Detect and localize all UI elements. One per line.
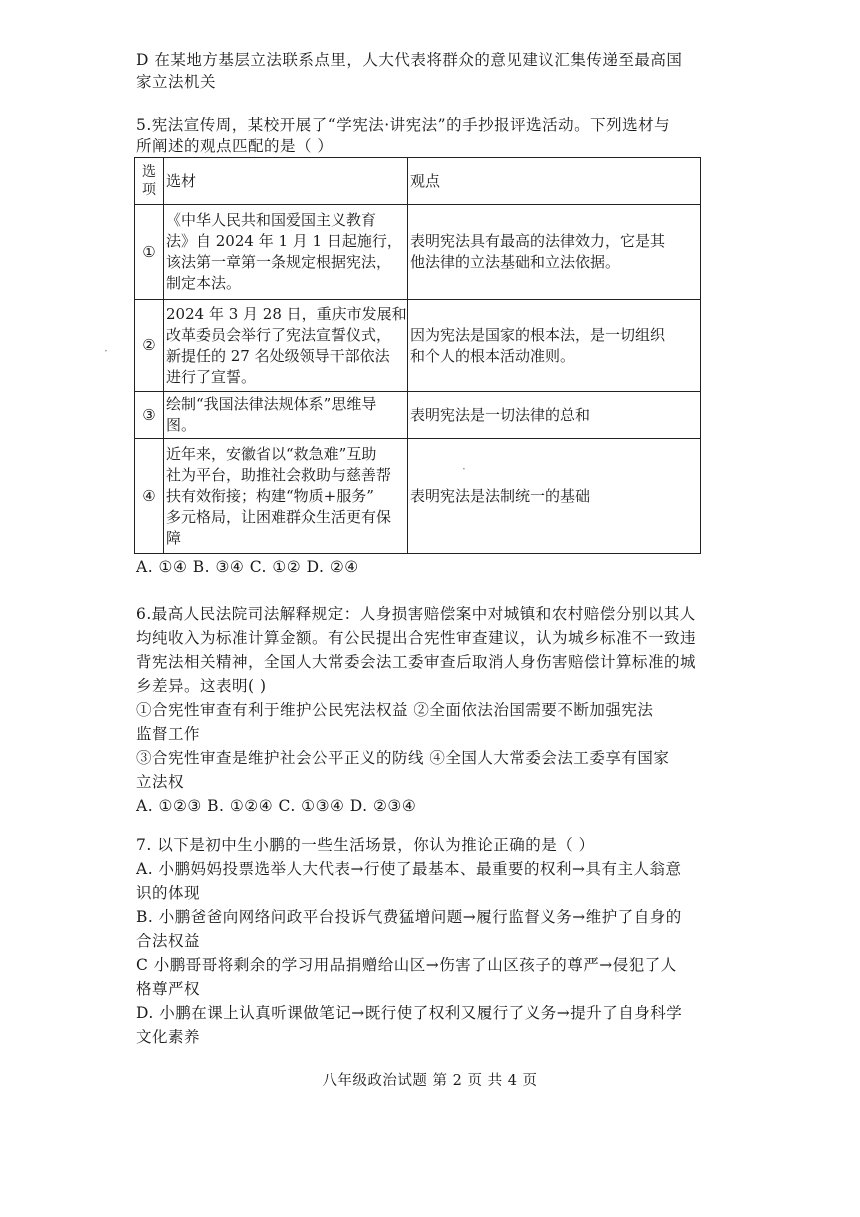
q5-row-view: 因为宪法是国家的根本法，是一切组织 和个人的根本活动准则。 [408,300,701,392]
page-footer: 八年级政治试题 第 2 页 共 4 页 [322,1073,538,1089]
q5-table-row [135,392,701,439]
q6-line: 监督工作 [136,725,201,743]
q7-line: C 小鹏哥哥将剩余的学习用品捐赠给山区→伤害了山区孩子的尊严→侵犯了人 [136,956,677,974]
scan-speck: · [462,462,466,476]
scan-speck: · [104,344,108,358]
q5-table-row [135,300,701,392]
q6-line: 乡差异。这表明( ) [136,677,267,695]
prev-option-d-line2: 家立法机关 [136,73,217,91]
q5-row-option: ① [135,205,164,300]
q6-line: 6.最高人民法院司法解释规定：人身损害赔偿案中对城镇和农村赔偿分别以其人 [136,605,696,623]
q7-line: 格尊严权 [136,980,201,998]
q7-line: 文化素养 [136,1028,201,1046]
q6-line: 背宪法相关精神，全国人大常委会法工委审查后取消人身伤害赔偿计算标准的城 [136,653,697,671]
q5-answer-options: A. ①④ B. ③④ C. ①② D. ②④ [136,558,359,576]
q7-line: 7. 以下是初中生小鹏的一些生活场景，你认为推论正确的是（ ） [136,836,595,854]
q5-table-row [135,205,701,300]
q5-table-header [135,158,701,205]
q6-line: 立法权 [136,773,185,791]
q5-row-material: 《中华人民共和国爱国主义教育 法》自 2024 年 1 月 1 日起施行， 该法第一章第一条规定根据宪法， 制定本法。 [164,205,408,300]
q5-row-view: 表明宪法是一切法律的总和 [408,392,701,439]
q5-row-material: 2024 年 3 月 28 日，重庆市发展和 改革委员会举行了宪法宣誓仪式， 新提任的 27 名处级领导干部依法 进行了宣誓。 [164,300,408,392]
q5-stem-line2: 所阐述的观点匹配的是（ ） [136,137,334,155]
q5-header-view: 观点 [408,158,701,205]
q5-row-option: ③ [135,392,164,439]
q5-header-option: 选项 [135,158,164,205]
q5-table [134,157,701,554]
q5-header-material: 选材 [164,158,408,205]
q5-row-view: 表明宪法是法制统一的基础 [408,439,701,554]
q5-row-material: 近年来，安徽省以“救急难”互助 社为平台，助推社会救助与慈善帮 扶有效衔接；构建“物质+服务” 多元格局，让困难群众生活更有保 障 [164,439,408,554]
q5-row-view: 表明宪法具有最高的法律效力，它是其 他法律的立法基础和立法依据。 [408,205,701,300]
q7-line: 识的体现 [136,884,201,902]
q7-line: A. 小鹏妈妈投票选举人大代表→行使了最基本、最重要的权利→具有主人翁意 [136,860,682,878]
q5-table-row [135,439,701,554]
q6-line: ③合宪性审查是维护社会公平正义的防线 ④全国人大常委会法工委享有国家 [136,749,670,767]
q6-line: 均纯收入为标准计算金额。有公民提出合宪性审查建议，认为城乡标准不一致违 [136,629,697,647]
q6-line: ①合宪性审查有利于维护公民宪法权益 ②全面依法治国需要不断加强宪法 [136,701,654,719]
q7-line: D. 小鹏在课上认真听课做笔记→既行使了权利又履行了义务→提升了自身科学 [136,1004,683,1022]
q5-row-option: ④ [135,439,164,554]
q5-row-material: 绘制“我国法律法规体系”思维导 图。 [164,392,408,439]
q5-stem-line1: 5.宪法宣传周，某校开展了“学宪法·讲宪法”的手抄报评选活动。下列选材与 [136,116,671,134]
q5-row-option: ② [135,300,164,392]
q7-line: B. 小鹏爸爸向网络问政平台投诉气费猛增问题→履行监督义务→维护了自身的 [136,908,682,926]
prev-option-d-line1: D 在某地方基层立法联系点里，人大代表将群众的意见建议汇集传递至最高国 [136,51,683,69]
q7-line: 合法权益 [136,932,201,950]
q6-answer-options: A. ①②③ B. ①②④ C. ①③④ D. ②③④ [136,797,417,815]
